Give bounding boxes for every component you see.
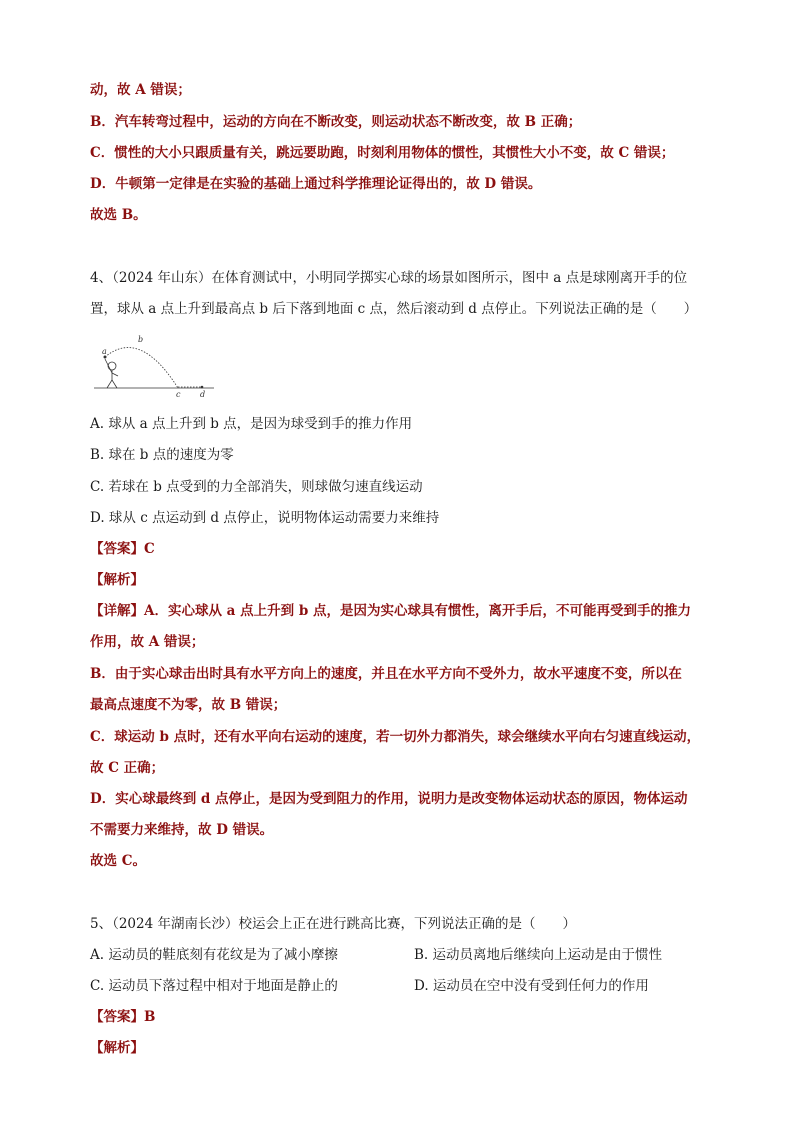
q5-option-d: D. 运动员在空中没有受到任何力的作用 <box>414 978 649 994</box>
q5-answer: 【答案】B <box>90 1009 156 1025</box>
q4-figure-ball-trajectory <box>92 334 222 400</box>
q4-stem-line-1: 4、（2024 年山东）在体育测试中，小明同学掷实心球的场景如图所示，图中 a 点是球刚离开手的位 <box>90 270 688 286</box>
q4-answer: 【答案】C <box>90 541 155 557</box>
q4-stem-line-2: 置，球从 a 点上升到最高点 b 后下落到地面 c 点，然后滚动到 d 点停止。下列说法正确的是（ ） <box>90 301 698 317</box>
label-c: c <box>176 390 181 399</box>
q4-analysis-line-6: 故 C 正确； <box>90 760 165 776</box>
q4-analysis-line-2: 作用，故 A 错误； <box>90 634 205 650</box>
q4-option-b: B. 球在 b 点的速度为零 <box>90 447 234 463</box>
q5-option-a: A. 运动员的鞋底刻有花纹是为了减小摩擦 <box>90 947 338 963</box>
label-a: a <box>102 347 107 356</box>
q4-conclusion: 故选 C。 <box>90 853 146 869</box>
q4-analysis-title: 【解析】 <box>90 572 144 588</box>
prev-conclusion: 故选 B。 <box>90 207 147 223</box>
label-d: d <box>200 390 206 399</box>
q4-analysis-line-7: D．实心球最终到 d 点停止，是因为受到阻力的作用，说明力是改变物体运动状态的原因，物体运动 <box>90 791 688 807</box>
prev-text-1: 动，故 A 错误； <box>90 82 191 98</box>
q5-stem: 5、（2024 年湖南长沙）校运会上正在进行跳高比赛，下列说法正确的是（ ） <box>90 916 576 932</box>
q4-option-d: D. 球从 c 点运动到 d 点停止，说明物体运动需要力来维持 <box>90 510 440 526</box>
q4-option-c: C. 若球在 b 点受到的力全部消失，则球做匀速直线运动 <box>90 479 423 495</box>
q4-analysis-line-3: B．由于实心球击出时具有水平方向上的速度，并且在水平方向不受外力，故水平速度不变，所以在 <box>90 666 682 682</box>
prev-text-4: D．牛顿第一定律是在实验的基础上通过科学推理论证得出的，故 D 错误。 <box>90 176 542 192</box>
label-b: b <box>138 335 144 344</box>
q4-analysis-line-1: 【详解】A．实心球从 a 点上升到 b 点，是因为实心球具有惯性，离开手后，不可能再受到手的推力 <box>90 603 691 619</box>
q4-analysis-line-8: 不需要力来维持，故 D 错误。 <box>90 822 274 838</box>
person-head <box>108 362 116 370</box>
prev-text-3: C．惯性的大小只跟质量有关，跳远要助跑，时刻利用物体的惯性，其惯性大小不变，故 C 错误； <box>90 145 675 161</box>
q4-option-a: A. 球从 a 点上升到 b 点，是因为球受到手的推力作用 <box>90 416 413 432</box>
q4-analysis-line-5: C．球运动 b 点时，还有水平向右运动的速度，若一切外力都消失，球会继续水平向右匀速直线运动， <box>90 729 701 745</box>
q4-analysis-line-4: 最高点速度不为零，故 B 错误； <box>90 697 287 713</box>
q5-analysis-title: 【解析】 <box>90 1040 144 1056</box>
prev-text-2: B．汽车转弯过程中，运动的方向在不断改变，则运动状态不断改变，故 B 正确； <box>90 114 582 130</box>
q5-option-c: C. 运动员下落过程中相对于地面是静止的 <box>90 978 338 994</box>
q5-option-b: B. 运动员离地后继续向上运动是由于惯性 <box>414 947 663 963</box>
